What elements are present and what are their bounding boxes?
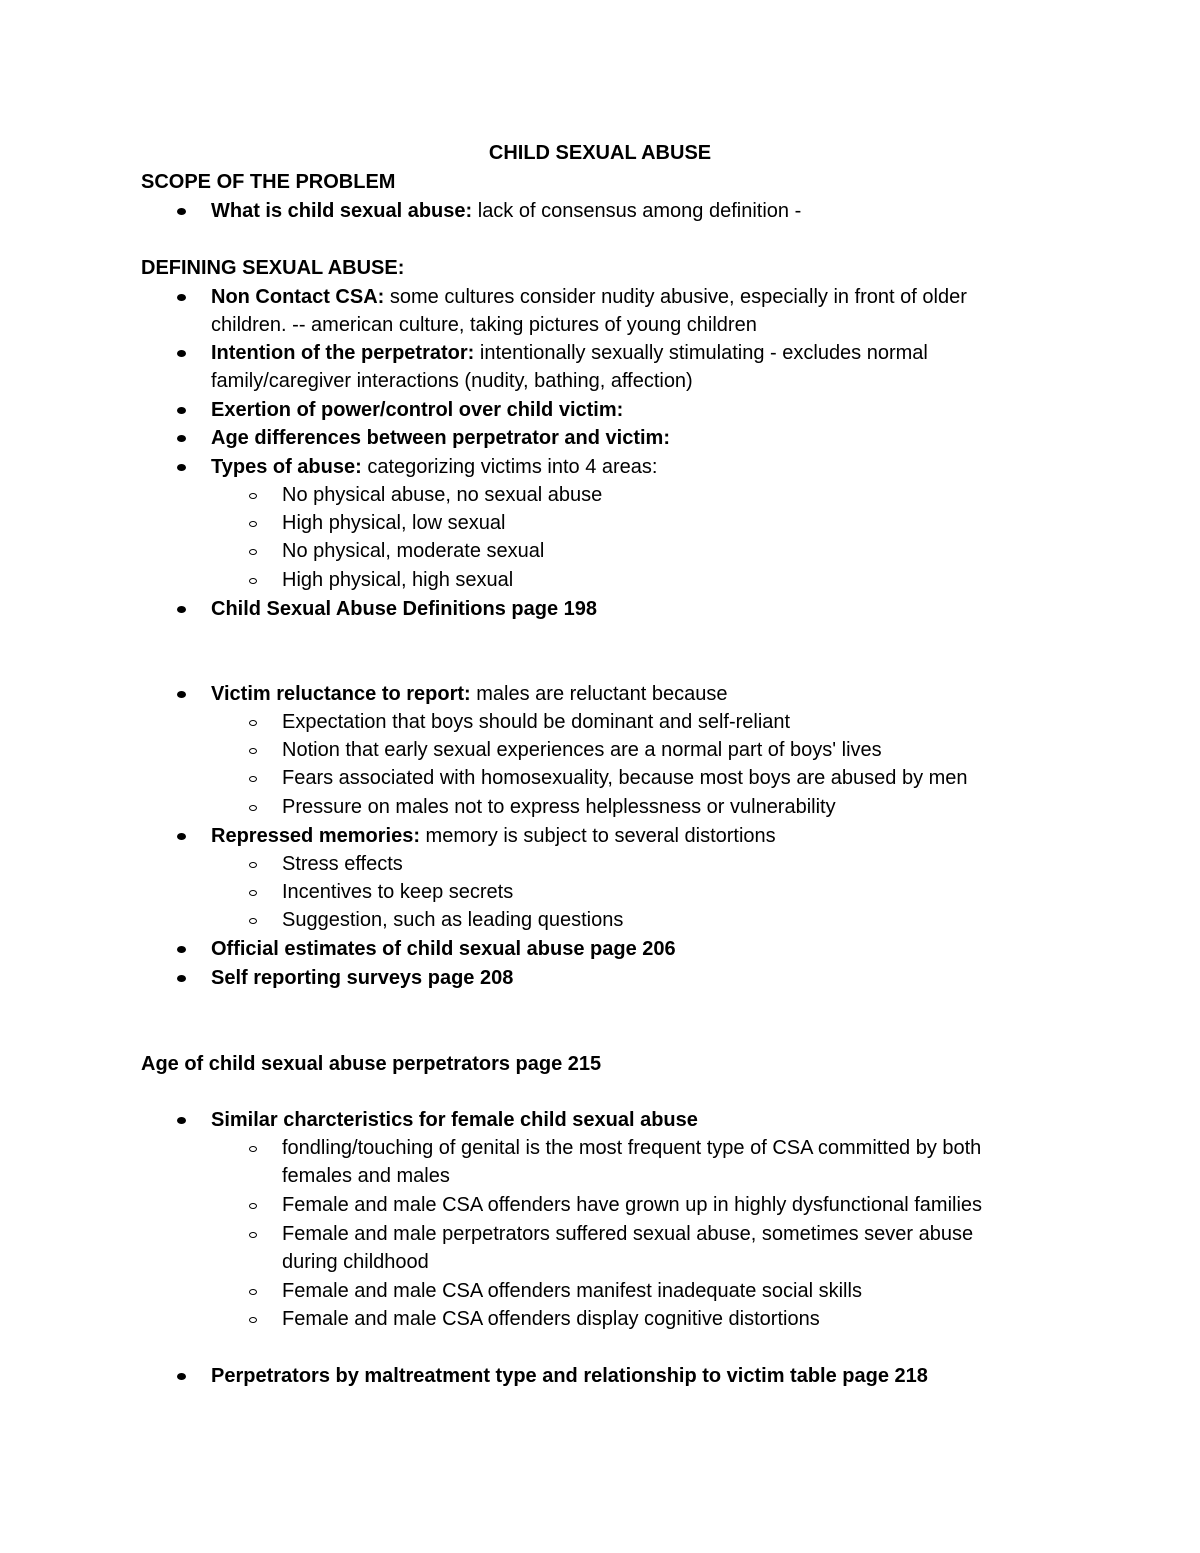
sub-list-item: Pressure on males not to express helplessness or vulnerability bbox=[282, 796, 836, 818]
document-title: CHILD SEXUAL ABUSE bbox=[488, 142, 712, 164]
list-item: Intention of the perpetrator: intentionally sexually stimulating - excludes normal bbox=[211, 342, 928, 364]
sub-bullet-icon bbox=[249, 890, 257, 896]
sub-bullet-icon bbox=[249, 493, 257, 499]
list-item: What is child sexual abuse: lack of consensus among definition - bbox=[211, 200, 802, 222]
sub-list-item: Incentives to keep secrets bbox=[282, 881, 514, 903]
sub-list-item: Female and male perpetrators suffered sexual abuse, sometimes sever abuse bbox=[282, 1223, 974, 1245]
bullet-icon bbox=[177, 975, 186, 982]
list-item: Perpetrators by maltreatment type and relationship to victim table page 218 bbox=[211, 1365, 928, 1387]
sub-list-item: No physical abuse, no sexual abuse bbox=[282, 484, 603, 506]
list-item: Types of abuse: categorizing victims into 4 areas: bbox=[211, 456, 658, 478]
sub-list-item: Suggestion, such as leading questions bbox=[282, 909, 624, 931]
sub-list-item: Expectation that boys should be dominant and self-reliant bbox=[282, 711, 791, 733]
sub-bullet-icon bbox=[249, 748, 257, 754]
list-item: Child Sexual Abuse Definitions page 198 bbox=[211, 598, 598, 620]
section-heading-perpetrators: Age of child sexual abuse perpetrators page 215 bbox=[141, 1053, 602, 1075]
sub-list-item: Notion that early sexual experiences are a normal part of boys' lives bbox=[282, 739, 882, 761]
sub-bullet-icon bbox=[249, 1203, 257, 1209]
list-item-continuation: children. -- american culture, taking pictures of young children bbox=[211, 314, 757, 336]
sub-list-item: No physical, moderate sexual bbox=[282, 540, 545, 562]
sub-list-item-continuation: during childhood bbox=[282, 1251, 429, 1273]
bullet-icon bbox=[177, 606, 186, 613]
bullet-icon bbox=[177, 294, 186, 301]
bullet-icon bbox=[177, 691, 186, 698]
bullet-icon bbox=[177, 208, 186, 215]
bullet-icon bbox=[177, 407, 186, 414]
bullet-icon bbox=[177, 464, 186, 471]
section-heading-defining: DEFINING SEXUAL ABUSE: bbox=[141, 257, 405, 279]
sub-bullet-icon bbox=[249, 1289, 257, 1295]
bullet-icon bbox=[177, 1117, 186, 1124]
section-heading-scope: SCOPE OF THE PROBLEM bbox=[141, 171, 396, 193]
list-item: Official estimates of child sexual abuse page 206 bbox=[211, 938, 676, 960]
sub-list-item: fondling/touching of genital is the most frequent type of CSA committed by both bbox=[282, 1137, 982, 1159]
list-item-continuation: family/caregiver interactions (nudity, bathing, affection) bbox=[211, 370, 693, 392]
list-item: Non Contact CSA: some cultures consider nudity abusive, especially in front of older bbox=[211, 286, 967, 308]
sub-list-item: High physical, high sexual bbox=[282, 569, 514, 591]
list-item: Age differences between perpetrator and victim: bbox=[211, 427, 671, 449]
sub-bullet-icon bbox=[249, 1232, 257, 1238]
sub-list-item: Stress effects bbox=[282, 853, 403, 875]
sub-list-item: Fears associated with homosexuality, because most boys are abused by men bbox=[282, 767, 968, 789]
sub-list-item: Female and male CSA offenders have grown up in highly dysfunctional families bbox=[282, 1194, 983, 1216]
list-item: Self reporting surveys page 208 bbox=[211, 967, 514, 989]
sub-list-item: Female and male CSA offenders display cognitive distortions bbox=[282, 1308, 820, 1330]
sub-bullet-icon bbox=[249, 549, 257, 555]
sub-bullet-icon bbox=[249, 521, 257, 527]
sub-bullet-icon bbox=[249, 1146, 257, 1152]
sub-bullet-icon bbox=[249, 720, 257, 726]
sub-bullet-icon bbox=[249, 862, 257, 868]
bullet-icon bbox=[177, 435, 186, 442]
sub-bullet-icon bbox=[249, 918, 257, 924]
sub-bullet-icon bbox=[249, 578, 257, 584]
bullet-icon bbox=[177, 1373, 186, 1380]
sub-bullet-icon bbox=[249, 776, 257, 782]
sub-list-item: Female and male CSA offenders manifest inadequate social skills bbox=[282, 1280, 862, 1302]
bullet-icon bbox=[177, 350, 186, 357]
sub-list-item-continuation: females and males bbox=[282, 1165, 450, 1187]
sub-bullet-icon bbox=[249, 1317, 257, 1323]
bullet-icon bbox=[177, 833, 186, 840]
sub-bullet-icon bbox=[249, 805, 257, 811]
list-item: Similar charcteristics for female child sexual abuse bbox=[211, 1109, 698, 1131]
bullet-icon bbox=[177, 946, 186, 953]
list-item: Repressed memories: memory is subject to several distortions bbox=[211, 825, 776, 847]
sub-list-item: High physical, low sexual bbox=[282, 512, 506, 534]
list-item: Exertion of power/control over child victim: bbox=[211, 399, 624, 421]
list-item: Victim reluctance to report: males are reluctant because bbox=[211, 683, 728, 705]
